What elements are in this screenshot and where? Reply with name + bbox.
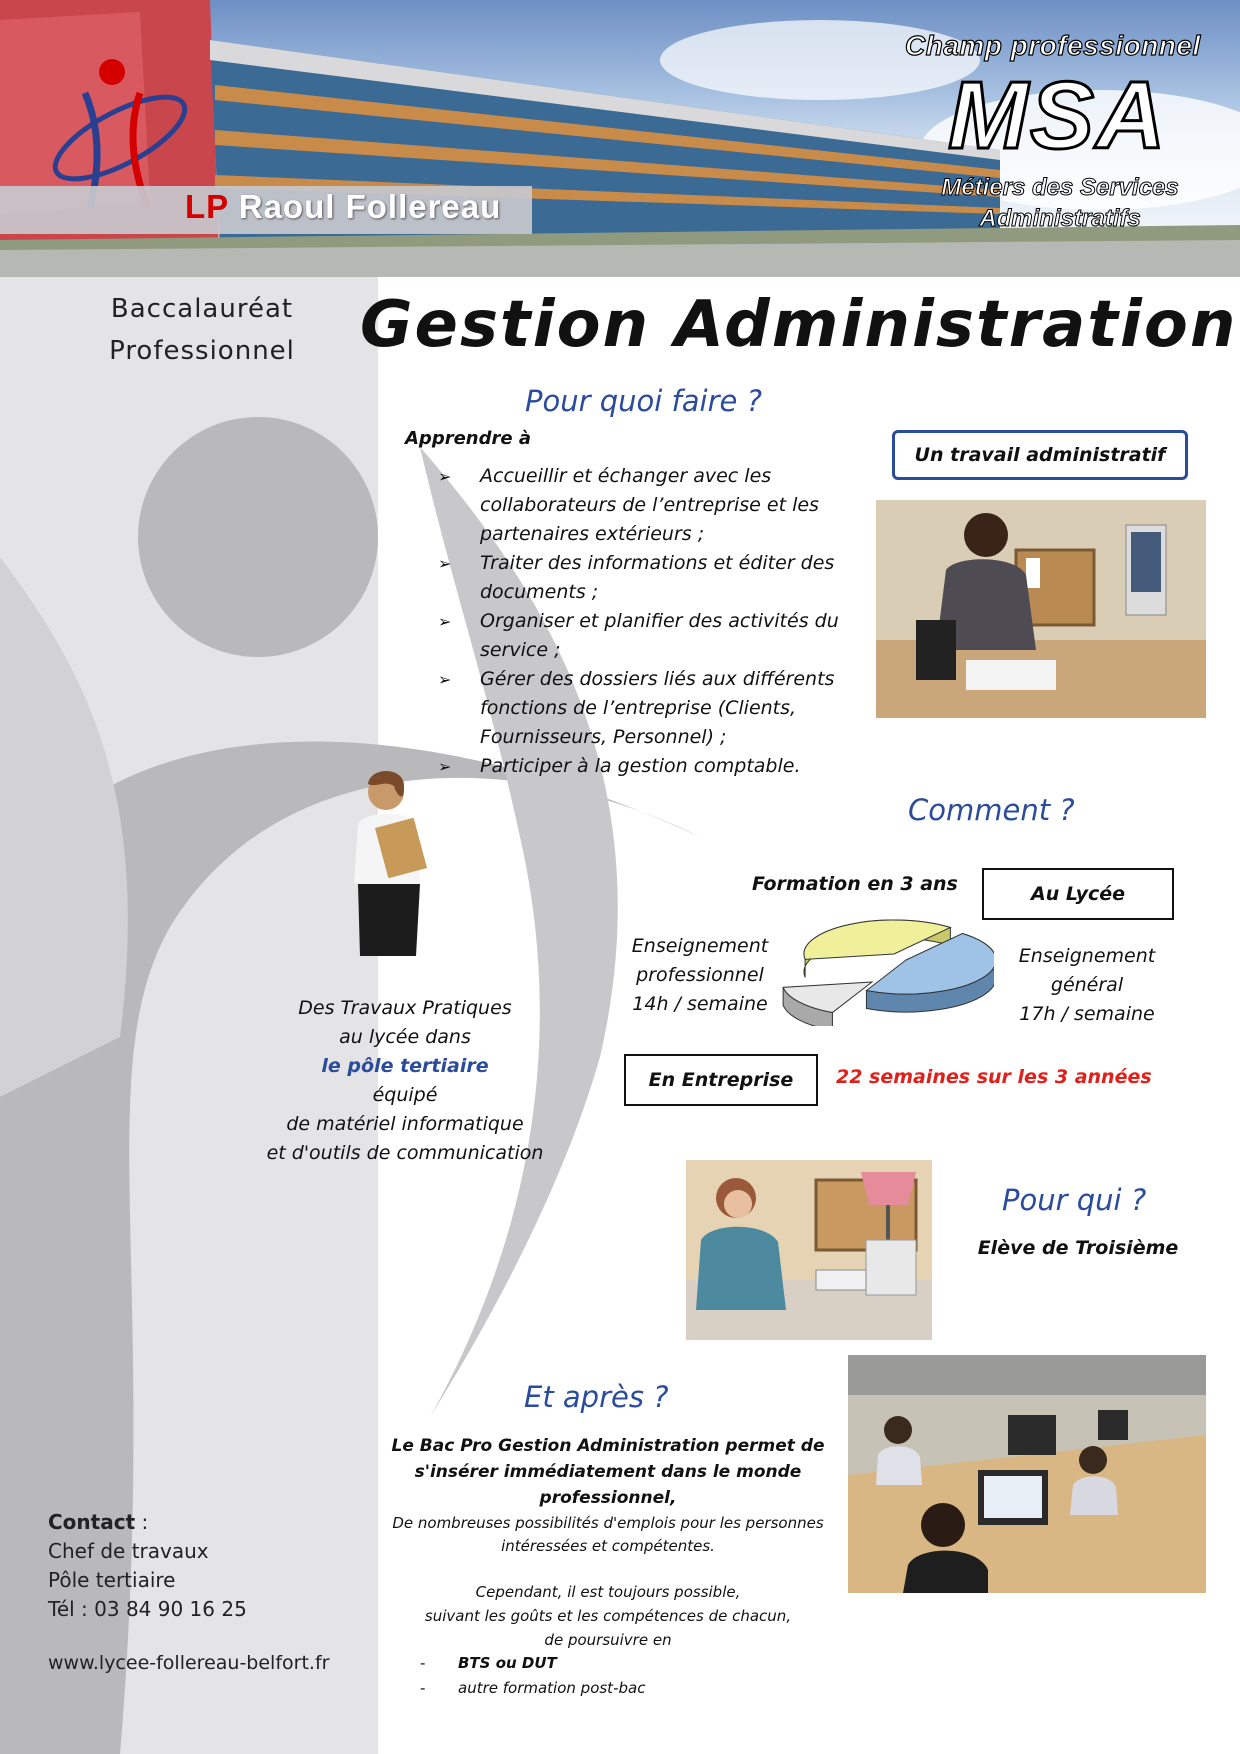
bac-pro-label: Baccalauréat Professionnel	[109, 294, 295, 366]
apres-sub-text: De nombreuses possibilités d'emplois pour les personnes intéressées et compétentes.	[392, 1514, 824, 1555]
woman-folder-photo	[336, 764, 446, 956]
list-item: - autre formation post-bac	[420, 1679, 646, 1697]
list-item: ➢ Traiter des informations et éditer des documents ;	[438, 549, 858, 607]
arrow-icon: ➢	[438, 467, 452, 486]
pourqui-heading: Pour qui ?	[1002, 1183, 1147, 1217]
tp-description: Des Travaux Pratiques au lycée dans le pôle tertiaire équipé de matériel informatique et d'outils de communication	[266, 997, 544, 1164]
learn-title: Apprendre à	[405, 428, 531, 449]
apres-options-list	[420, 1651, 645, 1701]
contact-label: Contact	[48, 1510, 136, 1534]
list-item: ➢ Accueillir et échanger avec les collaborateurs de l’entreprise et les partenaires extérieurs ;	[438, 462, 858, 549]
msa-title: MSA	[948, 62, 1168, 169]
apres-further-text: Cependant, il est toujours possible, suivant les goûts et les compétences de chacun, de poursuivre en	[424, 1583, 792, 1649]
phone-photo	[686, 1160, 932, 1340]
list-item: ➢ Organiser et planifier des activités du service ;	[438, 607, 858, 665]
pourquoi-heading: Pour quoi faire ?	[525, 384, 762, 418]
contact-line: Chef de travaux	[48, 1539, 209, 1563]
contact-line: Pôle tertiaire	[48, 1568, 176, 1592]
msa-subtitle: Métiers des Services Administratifs	[941, 174, 1179, 232]
enseignement-general-label: Enseignement général 17h / semaine	[1018, 945, 1156, 1025]
au-lycee-box: Au Lycée	[982, 868, 1174, 920]
office-photo	[876, 500, 1206, 718]
travail-badge: Un travail administratif	[892, 430, 1188, 480]
entreprise-duration: 22 semaines sur les 3 années	[836, 1066, 1152, 1088]
website-link[interactable]: www.lycee-follereau-belfort.fr	[48, 1652, 330, 1674]
arrow-icon: ➢	[438, 757, 452, 776]
hours-pie-chart	[782, 916, 994, 1026]
arrow-icon: ➢	[438, 554, 452, 573]
list-item: - BTS ou DUT	[420, 1654, 557, 1672]
school-name: LP Raoul Follereau	[185, 188, 502, 225]
arrow-icon: ➢	[438, 670, 452, 689]
contact-block: Contact : Chef de travaux Pôle tertiaire Tél : 03 84 90 16 25	[48, 1508, 247, 1624]
apres-main-text: Le Bac Pro Gestion Administration permet de s'insérer immédiatement dans le monde professionnel,	[391, 1436, 825, 1508]
apres-heading: Et après ?	[524, 1380, 669, 1414]
list-item: ➢ Gérer des dossiers liés aux différents fonctions de l’entreprise (Clients, Fournisseurs, Personnel) ;	[438, 665, 858, 752]
page-title: Gestion Administration	[360, 288, 1238, 362]
comment-heading: Comment ?	[908, 793, 1075, 827]
enseignement-pro-label: Enseignement professionnel 14h / semaine	[631, 935, 769, 1015]
classroom-photo	[848, 1355, 1206, 1593]
pourqui-text: Elève de Troisième	[977, 1237, 1179, 1259]
list-item: ➢ Participer à la gestion comptable.	[438, 752, 858, 781]
champ-professionnel-label: Champ professionnel	[905, 30, 1201, 61]
contact-phone: Tél : 03 84 90 16 25	[48, 1597, 247, 1621]
arrow-icon: ➢	[438, 612, 452, 631]
formation-label: Formation en 3 ans	[752, 873, 958, 895]
en-entreprise-box: En Entreprise	[624, 1054, 818, 1106]
learn-list	[438, 462, 858, 781]
